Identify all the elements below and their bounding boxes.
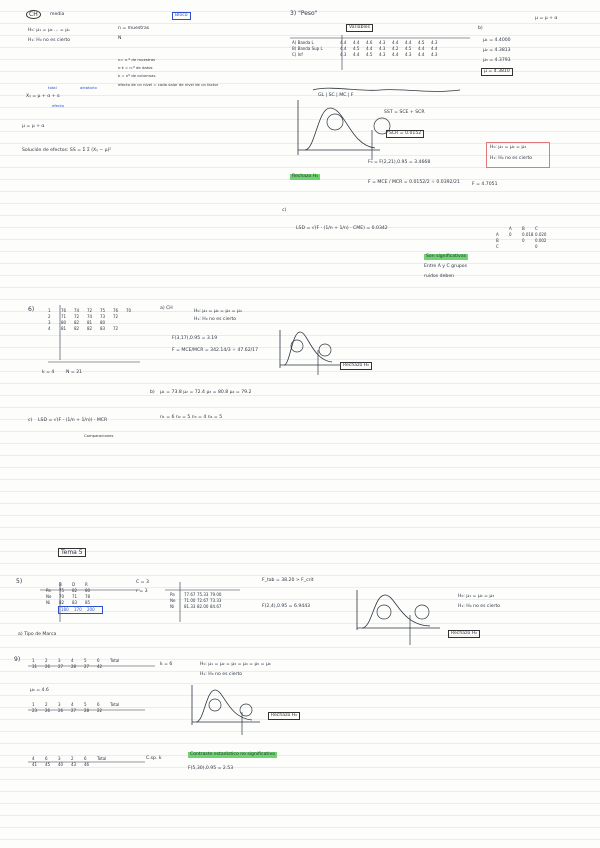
table-cell: 4.3 — [379, 46, 386, 51]
f-critical: F₀ = F(2,21),0.95 = 3.4668 — [368, 160, 431, 165]
table-cell: 26 — [58, 708, 64, 713]
section-5-h0: H₀: μ₁ = μ₂ = μ₃ = μ₄ = μ₅ = μ₆ — [200, 662, 271, 667]
comparisons-note: Comparaciones — [84, 433, 114, 438]
table-cell: 6 — [84, 756, 87, 761]
notebook-page: CH media Bloco H₀: μ₁ = μ₂ ... = μₙ H₁: H₀ no es cierto N n = muestras n= n.º de muestras n·k = n.º de datos k = nº de columnas efecto de un nivel = cada valor de nivel de un factor Xᵢⱼ = μ + α + εᵢ total efecto aleatorio μ = μ + α Solución de efectos: SS = Σ Σ (Xᵢⱼ − μ)² 3) "Peso" Variables A) Banda L 4.4 4.4 4.6 4.3 4.4 4.4 4.5 4.3 B) Banda Sup L 4.4 4.5 4.4 4.3 4.2 4.5 4.4 4.4 C) Inf 4.3 4.4 4.5 4.3 4.4 4.3 4.4 4.3 μ = μ + α b) μ₁ = 4.4000 μ₂ = 4.3813 μ₃ = 4.3793 μ = 4.3810 GL | SC | MC | F SST = SCE + SCR SCR = 0.0152 Rechazo H₀ F₀ = F(2,21),0.95 = 3.4668 F = MCE / MCR = 0.0152/2 ÷ 0.0392/21 F = 4.7051 H₀: μ₁ = μ₂ = μ₃ H₁: H₀ no es cierto c) LSD = √(F · (1/n + 1/n) · CME) = 0.0342 A B C A 0 0.018 0.020 B 0 0.002 C 0 Son significativas Entre A y C grupos ruidos deben 6) 1 76 74 72 75 76 70 2 71 72 74 73 72 3 80 82 81 80 4 81 82 82 83 72 k = 4 N = 21 a) CH H₀: μ₁ = μ₂ = μ₃ = μ₄ H₁: H₀ no es cierto F(3,17),0.95 = 3.19 F = MCE/MCR = 342.14/3 ÷ 47.62/17 Rechazo H₀ b) μ₁ = 73.8 μ₂ = 72.4 μ₃ = 80.8 μ₄ = 79.2 n₁ = 6 n₂ = 5 n₃ = 4 n₄ = 5 c) LSD = √(F · (1/n + 1/n)) · MCR Comparaciones Tema 5 5) B D R Pa 75 82 80 Ne 70 71 78 Ni 82 83 85 180 170 200 C = 3 r = 3 Pa 77.67 75.33 79.00 Ne 71.00 72.67 73.33 Ni 81.33 82.00 84.67 a) Tipo de Marca F_tab = 38.20 > F_crit F(2,4),0.95 = 6.9443 H₀: μ₁ = μ₂ = μ₃ H₁: H₀ no es cierto Rechazo H₀ 9) 1 2 3 4 5 6 Total 31 26 27 28 27 42 k = 6 H₀: μ₁ = μ₂ = μ₃ = μ₄ = μ₅ = μ₆ H₁: H₀ no es cierto μ₀ = 4.6 1 2 3 4 5 6 Total 23 26 26 27 28 22 Rechazo H₀ Contraste estadístico no significativo F(5,30),0.95 = 2.53 4 6 3 2 6 Total 41 45 40 43 46 C.sp. k — [0, 0, 600, 848]
table-cell: 75 — [100, 308, 106, 313]
part-b-sizes: n₁ = 6 n₂ = 5 n₃ = 4 n₄ = 5 — [160, 415, 223, 420]
table-cell: 74 — [87, 314, 93, 319]
table-cell: 45 — [45, 762, 51, 767]
table-cell: 71 — [72, 594, 78, 599]
table-cell: 1 — [32, 702, 35, 707]
table-row — [496, 244, 548, 250]
table-cell: 43 — [71, 762, 77, 767]
ch-label: CH — [26, 10, 41, 19]
table-cell: 4.3 — [379, 40, 386, 45]
table-cell: Total — [110, 702, 120, 707]
table-cell: Ne — [46, 594, 52, 599]
table-cell: 4.4 — [366, 46, 373, 51]
part-a-ch: a) CH — [160, 306, 173, 311]
table-cell: 4 — [32, 756, 35, 761]
table-cell: B — [522, 226, 525, 231]
note-efecto: efecto — [52, 103, 64, 108]
section-3-fcalc: F = MCE/MCR = 342.14/3 ÷ 47.62/17 — [172, 348, 259, 353]
stat-mu3: μ₃ = 4.3793 — [483, 58, 511, 63]
total-sum-squares: Solución de efectos: SS = Σ Σ (Xᵢⱼ − μ)² — [22, 148, 112, 153]
table-cell: 4 — [71, 658, 74, 663]
table-cell: 72 — [74, 314, 80, 319]
section-3-h0: H₀: μ₁ = μ₂ = μ₃ = μ₄ — [194, 309, 242, 314]
method-badge: Bloco — [172, 12, 191, 20]
table-cell: A — [509, 226, 512, 231]
note-4: efecto de un nivel = cada valor de nivel de un factor — [118, 82, 219, 87]
table-cell: 4 — [71, 702, 74, 707]
note-total: total — [48, 85, 57, 90]
table-cell: 27 — [84, 664, 90, 669]
table-cell: 22 — [97, 708, 103, 713]
section-4-fcalc: F_tab = 38.20 > F_crit — [262, 578, 314, 583]
table-cell: 3 — [58, 658, 61, 663]
table-cell: 70 — [59, 594, 65, 599]
table-cell: A — [496, 232, 499, 237]
table-cell: C — [496, 244, 499, 249]
table-cell: 26 — [45, 664, 51, 669]
table-cell: 4.3 — [405, 52, 412, 57]
table-cell: 4.4 — [353, 52, 360, 57]
k-value: k = 4 — [42, 370, 55, 375]
table-cell: 28 — [84, 708, 90, 713]
table-cell: 4.4 — [340, 40, 347, 45]
section-5-table-1 — [32, 658, 123, 670]
table-cell: D — [72, 582, 76, 587]
note-1: n= n.º de muestras — [118, 57, 156, 62]
table-cell: 4.5 — [353, 46, 360, 51]
table-cell: C) Inf — [292, 52, 303, 57]
table-cell: 80 — [61, 320, 67, 325]
section-4-h0: H₀: μ₁ = μ₂ = μ₃ — [458, 594, 495, 599]
table-cell: Ni — [46, 600, 51, 605]
table-cell: C — [535, 226, 538, 231]
table-cell: 77.67 — [184, 592, 196, 597]
table-cell: 4 — [48, 326, 51, 331]
table-cell: 0 — [522, 238, 525, 243]
sst-equation: SST = SCE + SCR — [384, 110, 425, 115]
decision-badge: Rechazo H₀ — [292, 174, 319, 179]
section-5-table-2 — [32, 702, 123, 714]
table-totals-row — [58, 606, 103, 614]
table-cell: 3 — [48, 320, 51, 325]
table-cell: 82 — [74, 320, 80, 325]
table-cell: 4.4 — [392, 40, 399, 45]
table-cell: 5 — [84, 658, 87, 663]
table-row — [32, 762, 110, 768]
table-cell: 75.33 — [197, 592, 209, 597]
stat-mu2: μ₂ = 4.3813 — [483, 48, 511, 53]
table-cell: 78 — [85, 594, 91, 599]
table-cell — [509, 244, 522, 250]
significance-badge: Son significativas — [426, 254, 467, 259]
lsd-table — [496, 226, 548, 250]
part-c-label: c) — [282, 208, 287, 213]
section-4-h1: H₁: H₀ no es cierto — [458, 604, 501, 609]
table-cell: 4.5 — [366, 52, 373, 57]
section-3-number: 6) — [28, 306, 35, 313]
table-cell: 75 — [59, 588, 65, 593]
table-cell: 81 — [87, 320, 93, 325]
table-cell: 82 — [72, 588, 78, 593]
table-cell: 72.67 — [197, 598, 209, 603]
brand-table — [46, 582, 103, 614]
lsd-formula: LSD = √(F · (1/n + 1/n) · CME) = 0.0342 — [296, 226, 388, 231]
hypothesis-box-h0: H₀: μ₁ = μ₂ = μ₃ — [490, 145, 527, 150]
n-label: N — [118, 36, 122, 41]
part-b-means: μ₁ = 73.8 μ₂ = 72.4 μ₃ = 80.8 μ₄ = 79.2 — [160, 390, 252, 395]
anova-col-f: F — [350, 93, 354, 98]
table-cell: 31 — [32, 664, 38, 669]
table-cell: 23 — [32, 708, 38, 713]
table-cell: 27 — [71, 708, 77, 713]
table-cell: 2 — [71, 756, 74, 761]
f-value: F = 4.7051 — [472, 182, 498, 187]
section-5-significance: Contraste estadístico no significativo — [190, 752, 276, 757]
table-cell: B) Banda Sup L — [292, 46, 323, 51]
table-cell: 72 — [113, 326, 119, 331]
table-cell: 80 — [85, 588, 91, 593]
n-value: N = 21 — [66, 370, 83, 375]
table-cell: 170 — [74, 607, 82, 612]
table-cell: 4.4 — [418, 46, 425, 51]
table-cell: Pa — [46, 588, 51, 593]
table-cell: 4.4 — [431, 46, 438, 51]
weights-table — [292, 40, 444, 58]
hypothesis-h1: H₁: H₀ no es cierto — [28, 38, 71, 43]
table-cell: 4.4 — [405, 40, 412, 45]
table-cell: 4.5 — [418, 40, 425, 45]
section-5-h1: H₁: H₀ no es cierto — [200, 672, 243, 677]
table-cell: 85 — [85, 600, 91, 605]
note-2: n·k = n.º de datos — [118, 65, 153, 70]
table-cell: 81 — [61, 326, 67, 331]
table-cell: 6 — [97, 658, 100, 663]
stat-mu-global: μ = 4.3810 — [481, 68, 513, 76]
table-cell: 83 — [72, 600, 78, 605]
section-3-decision: Rechazo H₀ — [340, 362, 372, 370]
table-cell: 71.00 — [184, 598, 196, 603]
anova-col-mc: MC — [339, 93, 347, 98]
table-cell: 4.3 — [431, 40, 438, 45]
table-cell: 72 — [87, 308, 93, 313]
part-a-brand: a) Tipo de Marca — [18, 632, 57, 637]
table-row — [48, 326, 139, 332]
table-cell: 6 — [45, 756, 48, 761]
table-cell: 72 — [113, 314, 119, 319]
section-5-k: k = 6 — [160, 662, 173, 667]
group-data-table — [48, 308, 139, 332]
table-cell: 80 — [100, 320, 106, 325]
table-cell: 41 — [32, 762, 38, 767]
section-2-title: 3) "Peso" — [290, 10, 318, 17]
table-cell: 82 — [87, 326, 93, 331]
table-cell: 42 — [97, 664, 103, 669]
section-4-number: 5) — [16, 578, 23, 585]
table-cell: R — [85, 582, 88, 587]
table-cell: 2 — [45, 658, 48, 663]
model-equation: Xᵢⱼ = μ + α + εᵢ — [26, 94, 61, 99]
significance-note-2: Entre A y C grupos — [424, 264, 467, 269]
part-c-label-3: c) — [28, 418, 33, 423]
scr-value: SCR = 0.0152 — [386, 130, 424, 138]
r-value: r = 3 — [136, 589, 148, 594]
section-4-fcrit: F(2,4),0.95 = 6.9443 — [262, 604, 311, 609]
table-cell: 6 — [97, 702, 100, 707]
significance-note-3: ruidos deben — [424, 274, 455, 279]
table-cell: 27 — [58, 664, 64, 669]
section-5-table-3 — [32, 756, 110, 768]
table-cell: 0 — [509, 232, 512, 237]
table-cell: 4.4 — [353, 40, 360, 45]
anova-col-sc: SC — [328, 93, 335, 98]
table-cell: 4.5 — [405, 46, 412, 51]
note-aleatorio: aleatorio — [80, 85, 97, 90]
table-cell: 79.00 — [210, 592, 222, 597]
table-cell: 2 — [45, 702, 48, 707]
table-cell — [126, 326, 139, 332]
anova-header: GL | SC | MC | F — [318, 93, 354, 98]
section-3-lsd: LSD = √(F · (1/n + 1/n)) · MCR — [38, 418, 108, 423]
table-cell: 4.2 — [392, 46, 399, 51]
table-row — [32, 664, 123, 670]
table-cell: 40 — [58, 762, 64, 767]
table-cell: Ni — [170, 604, 175, 609]
table-cell: A) Banda L — [292, 40, 314, 45]
table-cell: B — [59, 582, 62, 587]
table-cell: 76 — [113, 308, 119, 313]
hypothesis-h0: H₀: μ₁ = μ₂ ... = μₙ — [28, 28, 70, 33]
table-cell: Ne — [170, 598, 176, 603]
table-cell: 4.3 — [431, 52, 438, 57]
dist-note: n = muestras — [118, 26, 150, 31]
table-cell: 73.33 — [210, 598, 222, 603]
table-cell: 2 — [48, 314, 51, 319]
table-row — [292, 52, 444, 58]
table-cell — [522, 244, 535, 250]
table-cell: 5 — [84, 702, 87, 707]
tema-5-title: Tema 5 — [58, 548, 86, 557]
table-cell: 74 — [74, 308, 80, 313]
section-3-ftab: F(3,17),0.95 = 3.19 — [172, 336, 218, 341]
table-cell: 82 — [74, 326, 80, 331]
table-cell: 46 — [84, 762, 90, 767]
table-cell: B — [496, 238, 499, 243]
table-cell: 1 — [32, 658, 35, 663]
table-cell: 4.3 — [340, 52, 347, 57]
hypothesis-box-h1: H₁: H₀ no es cierto — [490, 156, 533, 161]
table-row — [46, 600, 103, 606]
csp-label: C.sp. k — [146, 756, 162, 761]
table-cell: 1 — [48, 308, 51, 313]
table-cell: Total — [97, 756, 107, 761]
right-model: μ = μ + α — [535, 16, 558, 21]
table-cell: 4.4 — [392, 52, 399, 57]
section-3-h1: H₁: H₀ no es cierto — [194, 317, 237, 322]
section-5-mu: μ₀ = 4.6 — [30, 688, 49, 693]
table-cell: 82.00 — [197, 604, 209, 609]
table-cell: 0.002 — [535, 238, 547, 243]
anova-col-gl: GL — [318, 93, 325, 98]
table-cell: 0.020 — [535, 232, 547, 237]
section-5-decision: Rechazo H₀ — [268, 712, 300, 720]
section-5-fval: F(5,30),0.95 = 2.53 — [188, 766, 234, 771]
table-cell: Pa — [170, 592, 175, 597]
table-cell: 71 — [61, 314, 67, 319]
table-cell: 83 — [100, 326, 106, 331]
table-row — [170, 604, 223, 610]
table-cell: 76 — [61, 308, 67, 313]
table-cell: 81.33 — [184, 604, 196, 609]
note-3: k = nº de columnas — [118, 73, 156, 78]
f-calc: F = MCE / MCR = 0.0152/2 ÷ 0.0392/21 — [368, 180, 460, 185]
table-row — [32, 708, 123, 714]
ch-title: media — [50, 12, 65, 17]
table-cell: 3 — [58, 702, 61, 707]
table-cell: 26 — [45, 708, 51, 713]
table-cell: Total — [110, 658, 120, 663]
stat-mu1: μ₁ = 4.4000 — [483, 38, 511, 43]
table-cell: 0.018 — [522, 232, 534, 237]
table-cell: 70 — [126, 308, 132, 313]
section-5-number: 9) — [14, 656, 21, 663]
table-cell: 84.67 — [210, 604, 222, 609]
c-value: C = 3 — [136, 580, 149, 585]
table-cell: 73 — [100, 314, 106, 319]
table-cell: 3 — [58, 756, 61, 761]
table-cell: 200 — [87, 607, 95, 612]
section-4-decision: Rechazo H₀ — [448, 630, 480, 638]
variables-badge: Variables — [346, 24, 373, 32]
table-cell: 82 — [59, 600, 65, 605]
model-equation-2: μ = μ + α — [22, 124, 45, 129]
table-cell: 0 — [535, 244, 538, 249]
table-cell: 4.4 — [418, 52, 425, 57]
table-cell: 4.6 — [366, 40, 373, 45]
table-cell: 4.3 — [379, 52, 386, 57]
brand-means-table — [170, 592, 223, 610]
part-b-label: b) — [150, 390, 155, 395]
table-cell: 28 — [71, 664, 77, 669]
table-cell: 180 — [61, 607, 69, 612]
table-cell: 4.4 — [340, 46, 347, 51]
